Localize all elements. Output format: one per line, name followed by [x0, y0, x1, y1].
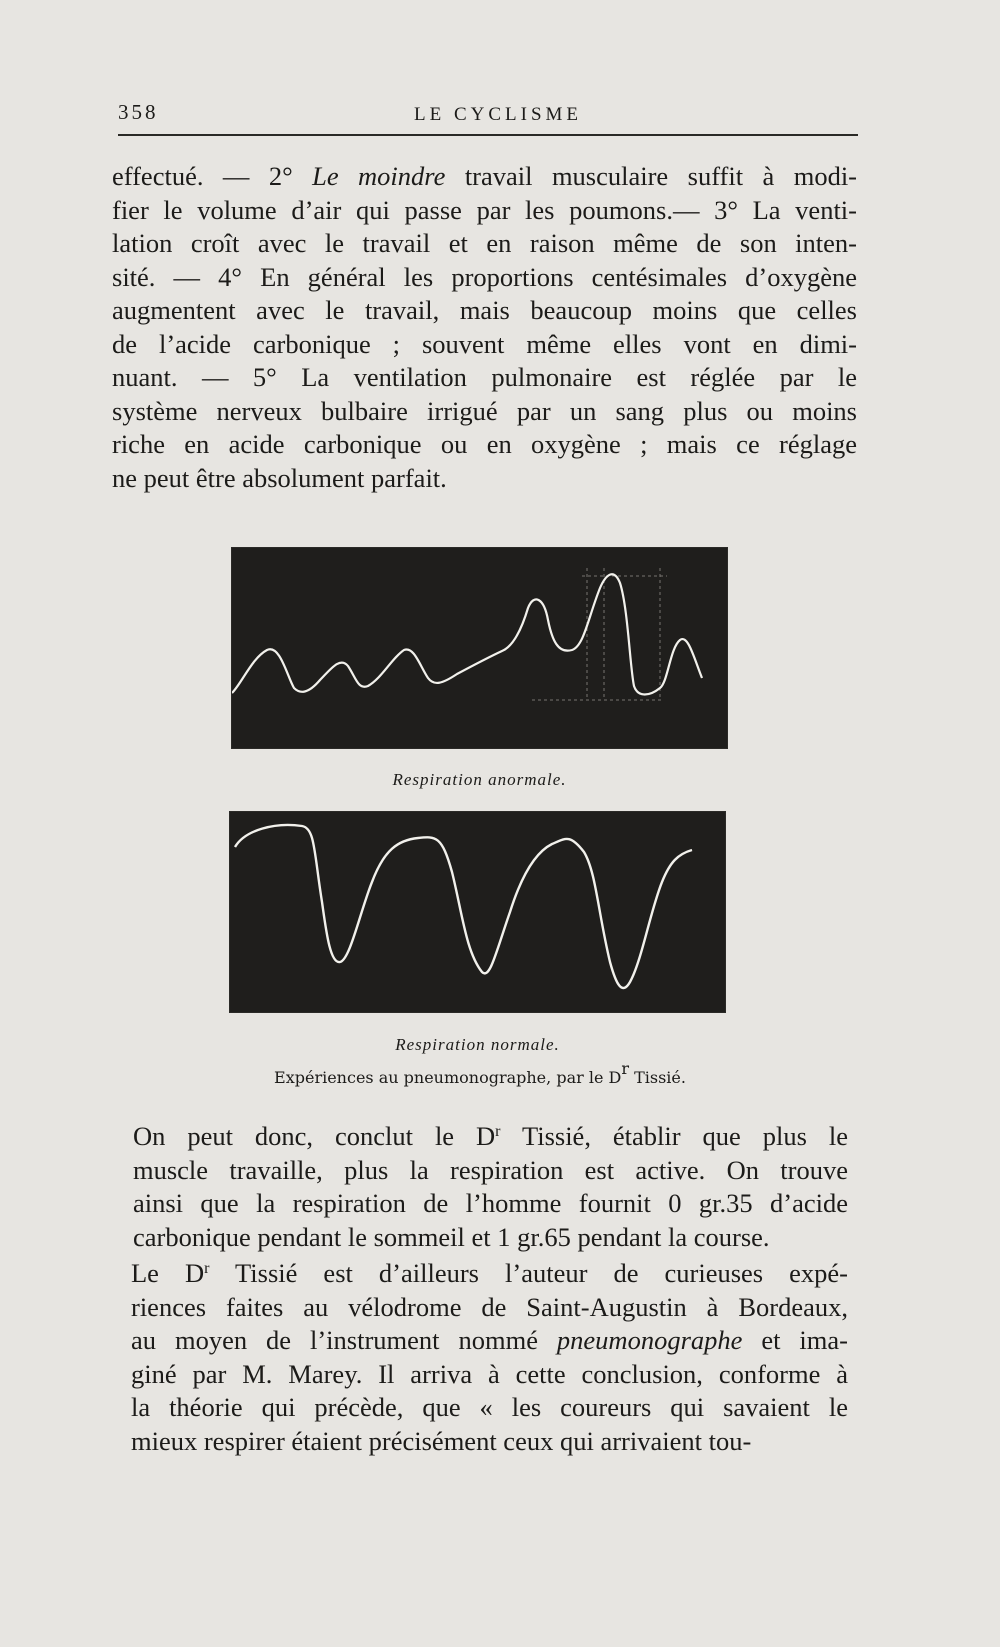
text-line: mieux respirer étaient précisément ceux qui arrivaient tou-: [131, 1425, 752, 1456]
text-line: la théorie qui précède, que « les coureurs qui savaient le: [131, 1392, 848, 1422]
text-line: effectué. — 2° Le moindre travail musculaire suffit à modi-: [112, 161, 858, 191]
text-line: de l’acide carbonique ; souvent même elles vont en dimi-: [112, 328, 857, 359]
text-line: muscle travaille, plus la respiration est active. On trouve: [133, 1154, 848, 1185]
text-line: lation croît avec le travail et en raison même de son inten-: [112, 228, 857, 258]
text-line: riche en acide carbonique ou en oxygène ; mais ce réglage: [112, 429, 857, 459]
running-title: LE CYCLISME: [413, 104, 583, 125]
text-line: Le $D^r$ Tissié est d’ailleurs l’auteur de curieuses expé-: [131, 1258, 849, 1288]
text-line: augmentent avec le travail, mais beaucoup moins que celles: [112, 295, 857, 325]
text-line: ainsi que la respiration de l’homme fournit 0 gr.35 d’acide: [133, 1188, 848, 1218]
text-line: riences faites au vélodrome de Saint-Augustin à Bordeaux,: [131, 1291, 848, 1322]
text-line: système nerveux bulbaire irrigué par un sang plus ou moins: [112, 395, 857, 426]
header-rule: [118, 134, 858, 136]
text-line: giné par M. Marey. Il arriva à cette conclusion, conforme à: [131, 1358, 848, 1389]
text-line: sité. — 4° En général les proportions centésimales d’oxygène: [112, 261, 857, 292]
page-number: 358: [118, 100, 159, 124]
text-line: carbonique pendant le sommeil et 1 gr.65 pendant la course.: [133, 1221, 770, 1252]
normal-trace-svg: [230, 812, 725, 1012]
figure-credit: Expériences au pneumonographe, par le $D^r$ Tissié.: [274, 1059, 686, 1087]
paragraph-3: [98, 1257, 848, 1458]
text-line: On peut donc, conclut le $D^r$ Tissié, établir que plus le: [133, 1121, 848, 1151]
text-line: ne peut être absolument parfait.: [112, 462, 447, 493]
paragraph-1: [112, 160, 857, 495]
caption-abnormal: Respiration anormale.: [392, 770, 567, 789]
text-line: au moyen de l’instrument nommé pneumonographe et ima-: [131, 1325, 848, 1355]
paragraph-2: [100, 1120, 848, 1254]
abnormal-respiration-trace: [232, 548, 727, 748]
normal-respiration-trace: [230, 812, 725, 1012]
text-line: fier le volume d’air qui passe par les poumons.— 3° La venti-: [112, 194, 857, 225]
caption-normal: Respiration normale.: [395, 1035, 560, 1054]
page-header: [118, 100, 858, 130]
text-line: nuant. — 5° La ventilation pulmonaire est réglée par le: [112, 362, 857, 392]
abnormal-trace-svg: [232, 548, 727, 748]
